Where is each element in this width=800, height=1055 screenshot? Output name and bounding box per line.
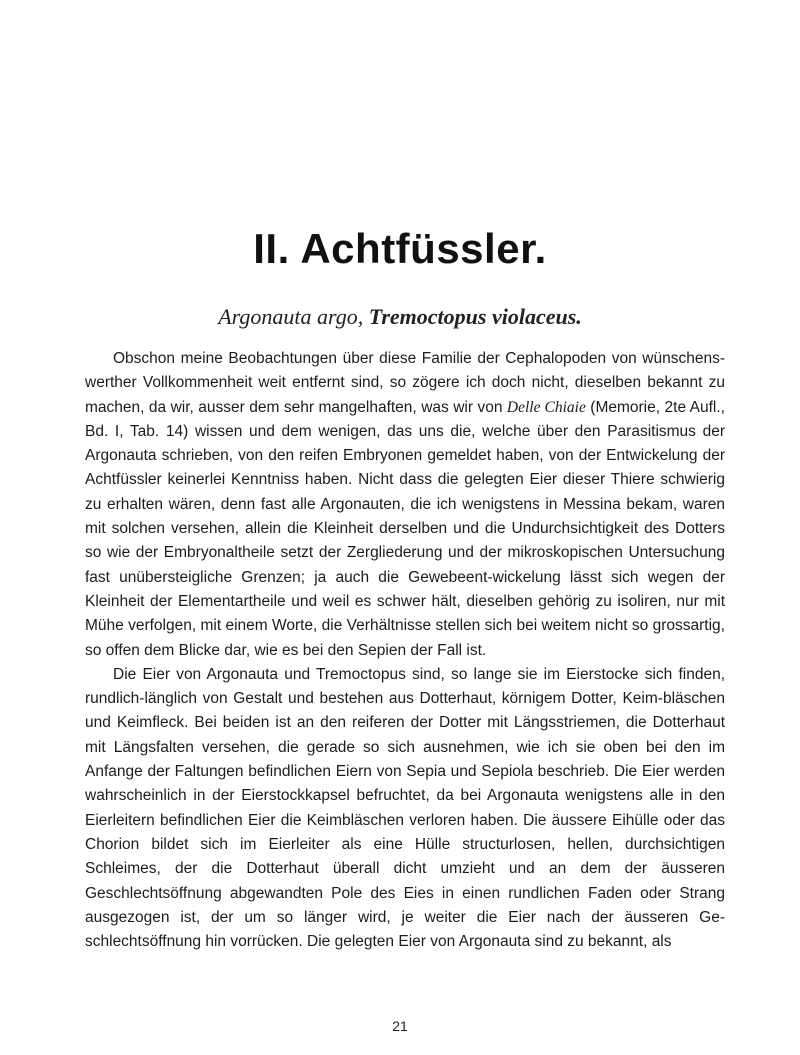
subtitle-argonauta: Argonauta argo, <box>218 304 364 329</box>
paragraph-1-text-b: (Memorie, 2te Aufl., Bd. I, Tab. 14) wissen und dem wenigen, das uns die, welche über den Parasitismus der Argonauta schrieben, von den reifen Embryonen gemeldet haben, von der Entwickelung der Achtfüssler keinerlei Kenntniss haben. Nicht dass die gelegten Eier dieser Thiere schwierig zu erhalten wären, denn fast alle Argonauten, die ich wenigstens in Messina bekam, waren mit solchen versehen, allein die Kleinheit derselben und die Undurchsichtigkeit des Dotters so wie der Embryonaltheile setzt der Zergliederung und der mikroskopischen Untersuchung fast unübersteigliche Grenzen; ja auch die Gewebeent-wickelung lässt sich wegen der Kleinheit der Elementartheile und weil es schwer hält, dieselben gehörig zu isoliren, nur mit Mühe verfolgen, mit einem Worte, die Verhältnisse stellen sich bei weitem nicht so grossartig, so offen dem Blicke dar, wie es bei den Sepien der Fall ist. <box>85 398 725 659</box>
chapter-title: II. Achtfüssler. <box>253 225 547 272</box>
subtitle-tremoctopus: Tremoctopus violaceus. <box>368 304 582 329</box>
page-number: 21 <box>392 1018 408 1034</box>
paragraph-1-author-name: Delle Chiaie <box>506 398 586 416</box>
body-text <box>85 347 725 954</box>
paragraph-1-text-a: Obschon meine Beobachtungen über diese Familie der Cephalopoden von wünschens-werther Vollkommenheit weit entfernt sind, so zögere ich doch nicht, dieselben bekannt zu machen, da wir, ausser dem sehr mangelhaften, was wir von <box>85 350 725 416</box>
paragraph-1 <box>85 347 725 663</box>
paragraph-2: Die Eier von Argonauta und Tremoctopus sind, so lange sie im Eierstocke sich finden, rundlich-länglich von Gestalt und bestehen aus Dotterhaut, körnigem Dotter, Keim-bläschen und Keimfleck. Bei beiden ist an den reiferen der Dotter mit Längsstriemen, die Dotterhaut mit Längsfalten versehen, die gerade so sich ausnehmen, wie ich sie oben bei den im Anfange der Faltungen befindlichen Eiern von Sepia und Sepiola beschrieb. Die Eier werden wahrscheinlich in der Eierstockkapsel befruchtet, da bei Argonauta wenigstens alle in den Eierleitern befindlichen Eier die Keimbläschen verloren haben. Die äussere Eihülle oder das Chorion bildet sich im Eierleiter als eine Hülle structurlosen, hellen, durchsichtigen Schleimes, der die Dotterhaut überall dicht umzieht und an dem der äusseren Geschlechtsöffnung abgewandten Pole des Eies in einen rundlichen Faden oder Strang ausgezogen ist, der um so länger wird, je weiter die Eier nach der äusseren Ge-schlechtsöffnung hin vorrücken. Die gelegten Eier von Argonauta sind zu bekannt, als <box>85 665 725 951</box>
chapter-subtitle <box>0 303 800 331</box>
